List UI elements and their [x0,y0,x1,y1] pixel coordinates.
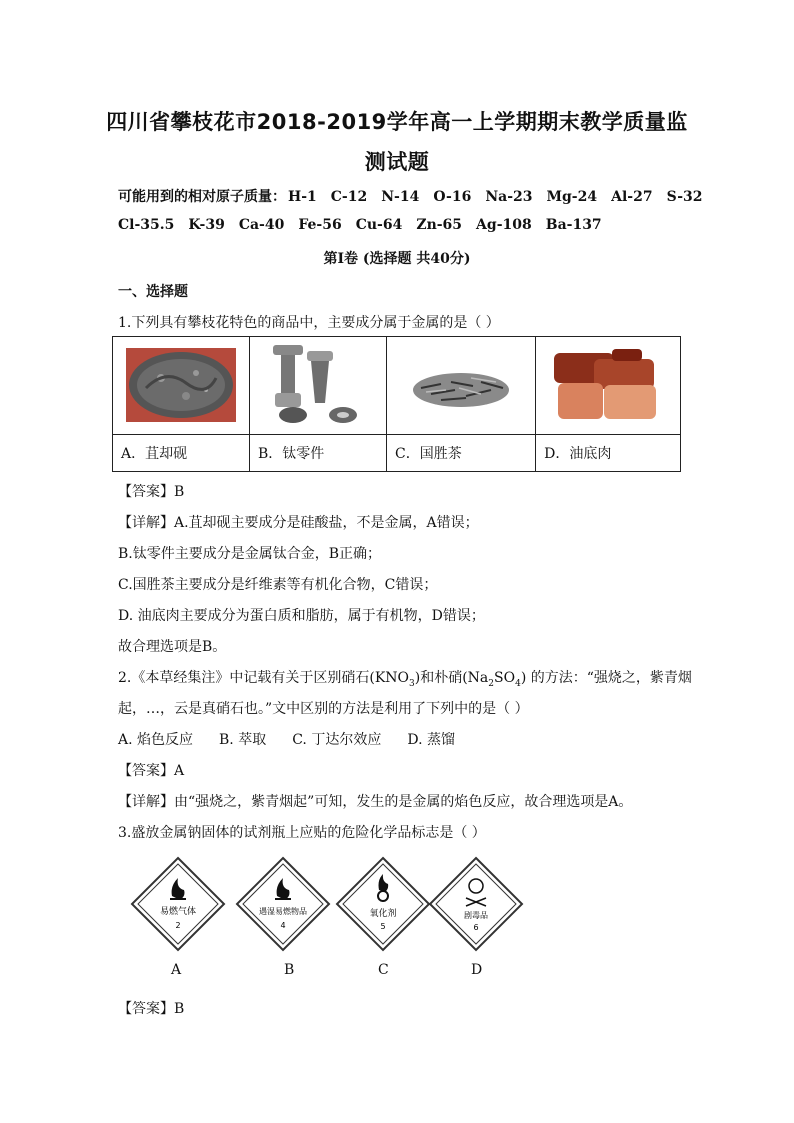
q1-option-a[interactable]: A．苴却砚 [113,434,250,471]
oxidizer-sign [335,856,431,952]
part-title: 一、选择题 [118,284,188,300]
inkstone-image [126,348,236,422]
atomic-mass: N-14 [381,189,420,205]
atomic-mass: Ag-108 [476,217,532,233]
toxic-sign [428,856,524,952]
atomic-mass: S-32 [666,189,703,205]
q2-option-d[interactable]: D. 蒸馏 [407,732,455,748]
q3-option-b[interactable]: B [284,962,295,978]
dangerous-when-wet-sign [235,856,331,952]
titanium-parts-image [263,343,373,427]
sign-number: 2 [175,921,181,930]
atomic-mass: Al-27 [611,189,653,205]
atomic-mass: Zn-65 [416,217,463,233]
q3-stem: 3.盛放金属钠固体的试剂瓶上应贴的危险化学品标志是（ ） [118,825,486,841]
q3-option-d[interactable]: D [471,962,483,978]
q3-answer: 【答案】B [118,1001,185,1017]
q3-option-a[interactable]: A [171,962,182,978]
q3-option-c[interactable]: C [378,962,389,978]
q2-option-a[interactable]: A. 焰色反应 [118,732,194,748]
sign-number: 4 [280,921,286,930]
q2-option-c[interactable]: C. 丁达尔效应 [292,732,382,748]
sign-label: 遇湿易燃物品 [259,907,307,916]
q2-stem-part: ) 的方法：“强烧之，紫青烟 [520,670,692,686]
q1-option-b[interactable]: B．钛零件 [250,434,387,471]
q2-stem-part: 2.《本草经集注》中记载有关于区别硝石(KNO [118,670,410,686]
subscript: 4 [515,678,521,689]
q2-explain: 【详解】由“强烧之，紫青烟起”可知，发生的是金属的焰色反应，故合理选项是A。 [118,794,633,810]
atomic-mass-row2 [118,217,616,233]
q1-explain-line: B.钛零件主要成分是金属钛合金，B正确； [118,546,382,562]
q1-options-table [112,336,681,472]
atomic-mass: O-16 [433,189,472,205]
q1-image-cell [113,337,250,435]
page-title-line1: 四川省攀枝花市2018-2019学年高一上学期期末教学质量监 [106,110,688,134]
q2-options [118,729,455,749]
sign-label: 氧化剂 [369,909,397,919]
atomic-mass: K-39 [188,217,225,233]
q2-stem-line2: 起，…，云是真硝石也。”文中区别的方法是利用了下列中的是（ ） [118,701,529,717]
section-title: 第Ⅰ卷 (选择题 共40分) [323,251,471,267]
atomic-mass-row1 [118,186,717,206]
atomic-mass: Cu-64 [355,217,403,233]
atomic-mass: Mg-24 [546,189,598,205]
atomic-mass-label: 可能用到的相对原子质量： [118,189,286,205]
atomic-mass: H-1 [288,189,317,205]
subscript: 3 [409,678,415,689]
q2-stem [118,667,692,689]
q2-option-b[interactable]: B. 萃取 [219,732,267,748]
pork-image [552,345,664,425]
q2-stem-part: )和朴硝(Na [414,670,489,686]
sign-label: 剧毒品 [464,911,488,920]
q1-stem: 1.下列具有攀枝花特色的商品中，主要成分属于金属的是（ ） [118,315,500,331]
q1-explain-line: 故合理选项是B。 [118,639,227,655]
q1-answer: 【答案】B [118,484,185,500]
sign-number: 6 [473,923,479,932]
q1-image-cell [250,337,387,435]
tea-leaves-image [411,360,511,410]
subscript: 2 [488,678,495,689]
atomic-mass: Na-23 [485,189,533,205]
q1-explain-line: C.国胜茶主要成分是纤维素等有机化合物，C错误； [118,577,438,593]
atomic-mass: Fe-56 [298,217,342,233]
atomic-mass: Ca-40 [238,217,285,233]
q1-option-d[interactable]: D．油底肉 [536,434,681,471]
q1-explain-line: D. 油底肉主要成分为蛋白质和脂肪，属于有机物，D错误； [118,608,485,624]
sign-label: 易燃气体 [159,907,197,917]
atomic-mass: Cl-35.5 [118,217,175,233]
q2-stem-part: SO [494,670,516,686]
atomic-mass: C-12 [330,189,368,205]
q1-image-cell [536,337,681,435]
q1-option-c[interactable]: C．国胜茶 [387,434,536,471]
q2-answer: 【答案】A [118,763,185,779]
q1-explain-line: 【详解】A.苴却砚主要成分是硅酸盐，不是金属，A错误； [118,515,479,531]
flammable-gas-sign [130,856,226,952]
q1-image-cell [387,337,536,435]
page-title-line2: 测试题 [364,150,430,174]
sign-number: 5 [380,922,386,931]
atomic-mass: Ba-137 [545,217,602,233]
